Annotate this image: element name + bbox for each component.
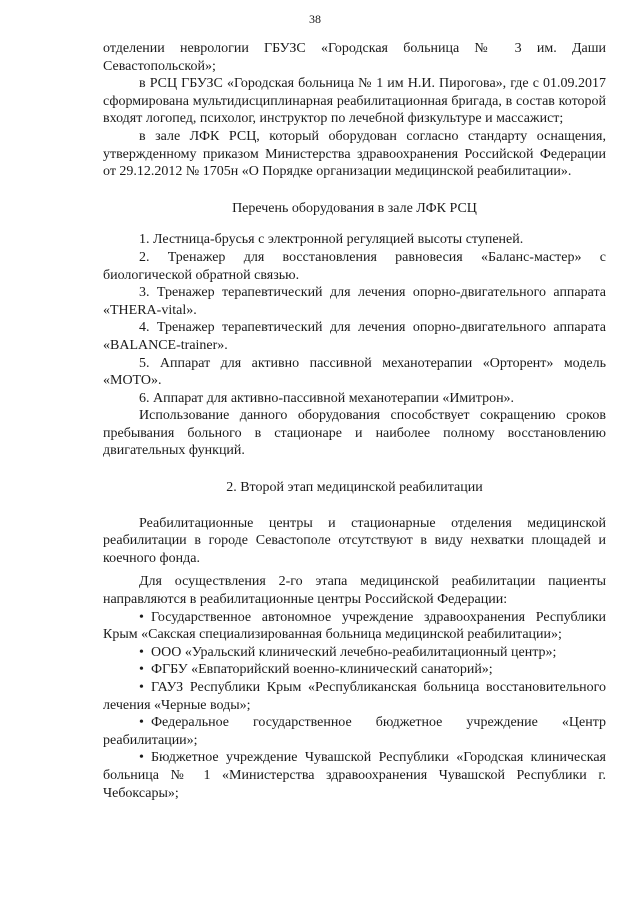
bullet-icon: • — [139, 609, 144, 625]
equipment-heading: Перечень оборудования в зале ЛФК РСЦ — [232, 200, 477, 216]
equipment-item-3: 3. Тренажер терапевтический для лечения опорно-двигательного аппарата «THERA-vital». — [103, 285, 606, 318]
center-text: Федеральное государственное бюджетное учреждение «Центр реабилитации»; — [103, 715, 606, 748]
bullet-icon: • — [139, 750, 144, 766]
center-list-item — [103, 644, 606, 662]
center-text: ГАУЗ Республики Крым «Республиканская больница восстановительного лечения «Черные воды»; — [103, 680, 606, 713]
equipment-item-1: 1. Лестница-брусья с электронной регуляцией высоты ступеней. — [139, 232, 524, 248]
bullet-icon: • — [139, 715, 144, 731]
center-list-item — [103, 679, 606, 714]
center-list-item — [103, 661, 606, 679]
bullet-icon: • — [139, 644, 144, 660]
center-list-item — [103, 609, 606, 644]
section-2-paragraph-1: Реабилитационные центры и стационарные отделения медицинской реабилитации в городе Севастополе отсутствуют в виду нехватки площадей и коечного фонда. — [103, 515, 606, 566]
intro-paragraph-1: отделении неврологии ГБУЗС «Городская больница № 3 им. Даши Севастопольской»; — [103, 41, 606, 74]
center-text: ФГБУ «Евпаторийский военно-клинический санаторий»; — [151, 662, 493, 678]
section-2-heading: 2. Второй этап медицинской реабилитации — [226, 480, 483, 496]
center-text: Государственное автономное учреждение здравоохранения Республики Крым «Сакская специализированная больница медицинской реабилитации»; — [103, 609, 606, 643]
intro-paragraph-2: в РСЦ ГБУЗС «Городская больница № 1 им Н.И. Пирогова», где с 01.09.2017 сформирована мультидисциплинарная реабилитационная бригада, в состав которой входят логопед, психолог, инструктор по лечебной физкультуре и массажист; — [103, 76, 606, 127]
center-list-item — [103, 714, 606, 749]
center-text: Бюджетное учреждение Чувашской Республики «Городская клиническая больница № 1 «Министерства здравоохранения Чувашской Республики г. Чебоксары»; — [103, 750, 606, 801]
center-list-item — [103, 749, 606, 802]
equipment-item-6: 6. Аппарат для активно-пассивной механотерапии «Имитрон». — [139, 390, 515, 406]
center-text: ООО «Уральский клинический лечебно-реабилитационный центр»; — [151, 644, 557, 660]
equipment-item-5: 5. Аппарат для активно пассивной механотерапии «Орторент» модель «МОТО». — [103, 355, 606, 389]
equipment-item-4: 4. Тренажер терапевтический для лечения опорно-двигательного аппарата «BALANCE-trainer». — [103, 320, 606, 353]
section-2-paragraph-2: Для осуществления 2-го этапа медицинской реабилитации пациенты направляются в реабилитационные центры Российской Федерации: — [103, 574, 606, 608]
document-body — [103, 40, 606, 802]
intro-paragraph-3: в зале ЛФК РСЦ, который оборудован согласно стандарту оснащения, утвержденному приказом Министерства здравоохранения Российской Федерации от 29.12.2012 № 1705н «О Порядке организации медицинской реабилитации». — [103, 128, 606, 180]
bullet-icon: • — [139, 662, 144, 678]
equipment-conclusion: Использование данного оборудования способствует сокращению сроков пребывания больного в стационаре и наиболее полному восстановлению двигательных функций. — [103, 408, 606, 459]
bullet-icon: • — [139, 680, 144, 695]
equipment-item-2: 2. Тренажер для восстановления равновесия «Баланс-мастер» с биологической обратной связью. — [103, 249, 606, 283]
page-number: 38 — [309, 12, 321, 26]
